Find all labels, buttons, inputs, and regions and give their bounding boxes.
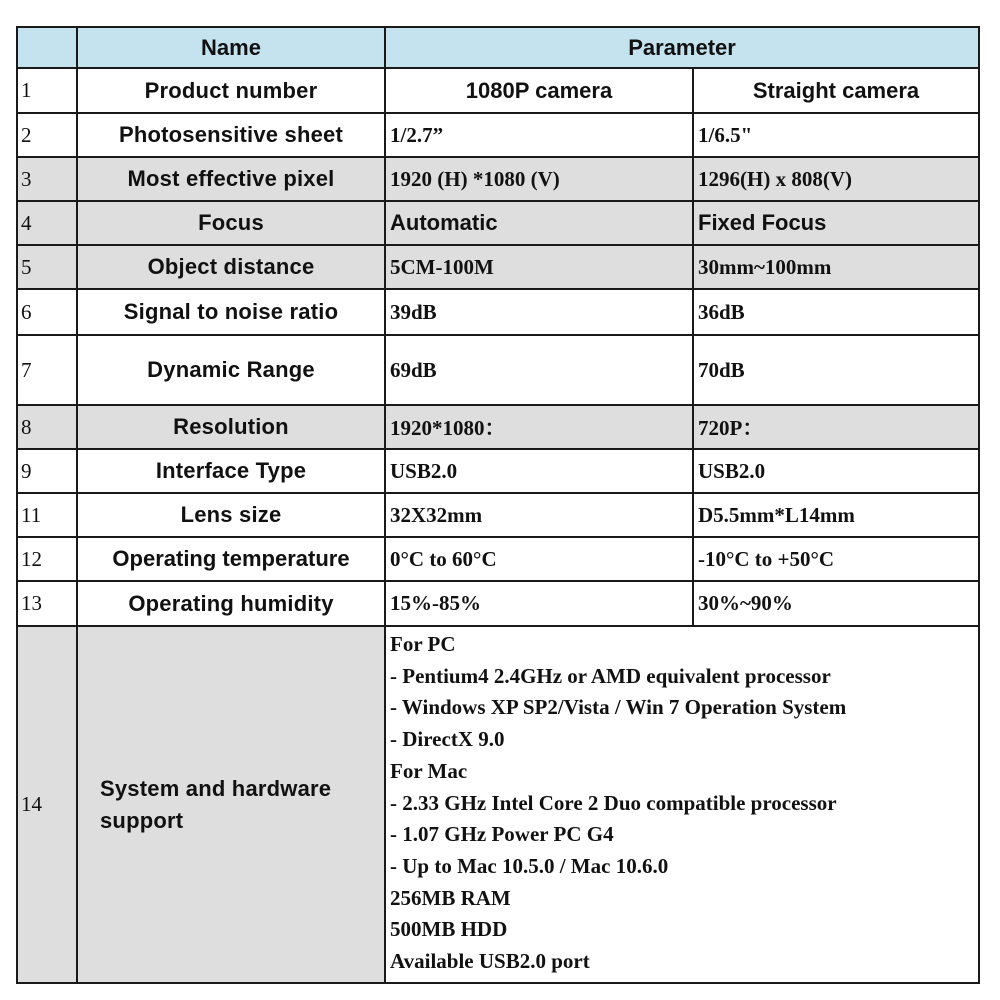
row-value-1080p: 1920*1080： <box>385 405 693 449</box>
spec-table <box>16 26 980 984</box>
table-row <box>17 405 979 449</box>
table-row <box>17 68 979 113</box>
system-line: - Up to Mac 10.5.0 / Mac 10.6.0 <box>390 853 669 878</box>
row-value-1080p: 1080P camera <box>385 68 693 113</box>
system-line: 500MB HDD <box>390 917 508 942</box>
row-number: 2 <box>17 113 77 157</box>
row-value-straight: 720P： <box>693 405 979 449</box>
table-row-system <box>17 626 979 983</box>
row-value-1080p: 69dB <box>385 335 693 405</box>
row-value-1080p: USB2.0 <box>385 449 693 493</box>
row-value-straight: USB2.0 <box>693 449 979 493</box>
row-number: 9 <box>17 449 77 493</box>
row-number: 11 <box>17 493 77 537</box>
row-value-straight: 1296(H) x 808(V) <box>693 157 979 201</box>
header-name: Name <box>77 27 385 68</box>
row-name: Resolution <box>77 405 385 449</box>
row-value-straight: 36dB <box>693 289 979 335</box>
row-name: Product number <box>77 68 385 113</box>
row-number: 12 <box>17 537 77 581</box>
header-num-cell <box>17 27 77 68</box>
row-name: Operating humidity <box>77 581 385 626</box>
row-value-straight: Straight camera <box>693 68 979 113</box>
system-line: Available USB2.0 port <box>390 949 590 974</box>
row-number: 8 <box>17 405 77 449</box>
row-value-straight: 30mm~100mm <box>693 245 979 289</box>
row-value-1080p: 15%-85% <box>385 581 693 626</box>
system-line: For Mac <box>390 758 468 783</box>
row-name: Focus <box>77 201 385 245</box>
row-value-straight: 1/6.5" <box>693 113 979 157</box>
row-value-straight: 30%~90% <box>693 581 979 626</box>
table-row <box>17 581 979 626</box>
row-value-1080p: 0°C to 60°C <box>385 537 693 581</box>
row-name: Object distance <box>77 245 385 289</box>
system-line: 256MB RAM <box>390 885 511 910</box>
row-name: Photosensitive sheet <box>77 113 385 157</box>
system-line: - 1.07 GHz Power PC G4 <box>390 822 614 847</box>
row-name: Most effective pixel <box>77 157 385 201</box>
row-name: Lens size <box>77 493 385 537</box>
table-row <box>17 449 979 493</box>
table-row <box>17 289 979 335</box>
system-line: - Windows XP SP2/Vista / Win 7 Operation System <box>390 695 847 720</box>
table-row <box>17 537 979 581</box>
row-value-1080p: 1/2.7” <box>385 113 693 157</box>
row-number: 1 <box>17 68 77 113</box>
table-row <box>17 157 979 201</box>
row-value-1080p: 1920 (H) *1080 (V) <box>385 157 693 201</box>
row-number: 13 <box>17 581 77 626</box>
table-row <box>17 113 979 157</box>
system-name-line2: support <box>100 807 184 833</box>
row-name: Operating temperature <box>77 537 385 581</box>
row-number: 5 <box>17 245 77 289</box>
row-number: 4 <box>17 201 77 245</box>
row-value-straight: 70dB <box>693 335 979 405</box>
table-row <box>17 201 979 245</box>
row-value-1080p: 32X32mm <box>385 493 693 537</box>
system-line: - DirectX 9.0 <box>390 727 505 752</box>
row-number: 3 <box>17 157 77 201</box>
row-value-1080p: 5CM-100M <box>385 245 693 289</box>
header-parameter: Parameter <box>385 27 979 68</box>
row-value-1080p: 39dB <box>385 289 693 335</box>
row-value-straight: D5.5mm*L14mm <box>693 493 979 537</box>
system-name-line1: System and hardware <box>100 775 332 801</box>
table-row <box>17 335 979 405</box>
row-number: 14 <box>17 626 77 983</box>
row-value-straight: -10°C to +50°C <box>693 537 979 581</box>
row-value-straight: Fixed Focus <box>693 201 979 245</box>
header-row <box>17 27 979 68</box>
table-row <box>17 493 979 537</box>
row-name: Dynamic Range <box>77 335 385 405</box>
system-line: - Pentium4 2.4GHz or AMD equivalent processor <box>390 663 831 688</box>
row-name: Signal to noise ratio <box>77 289 385 335</box>
row-value-1080p: Automatic <box>385 201 693 245</box>
system-line: - 2.33 GHz Intel Core 2 Duo compatible processor <box>390 790 837 815</box>
row-name <box>77 626 385 983</box>
system-line: For PC <box>390 632 456 656</box>
table-row <box>17 245 979 289</box>
row-name: Interface Type <box>77 449 385 493</box>
row-number: 6 <box>17 289 77 335</box>
system-requirements <box>385 626 979 983</box>
row-number: 7 <box>17 335 77 405</box>
